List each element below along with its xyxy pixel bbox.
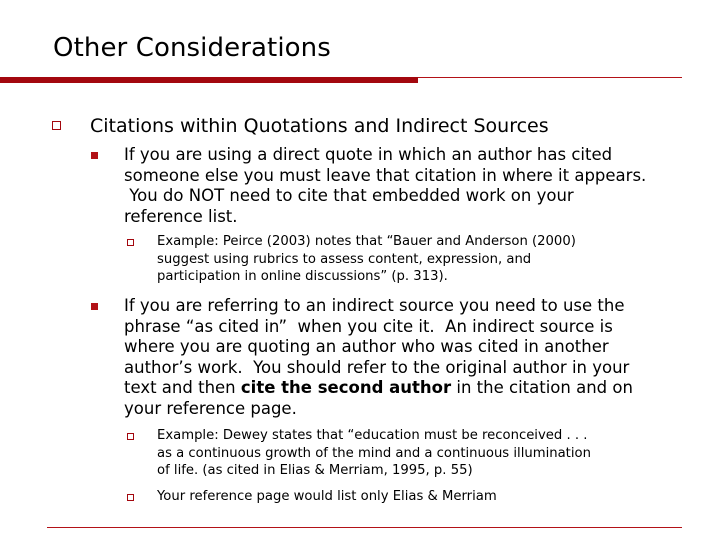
bullet-indirect-source-line: phrase “as cited in” when you cite it. An indirect source is — [124, 316, 613, 336]
example-dewey-line: as a continuous growth of the mind and a continuous illumination — [157, 445, 591, 461]
slide-title: Other Considerations — [53, 33, 331, 63]
hollow-square-bullet-icon — [127, 239, 134, 246]
bullet-direct-quote-line: If you are using a direct quote in which an author has cited — [124, 145, 613, 164]
example-reference-page: Your reference page would list only Elias & Merriam — [157, 489, 497, 504]
filled-square-bullet-icon — [91, 152, 98, 159]
hollow-square-bullet-icon — [127, 433, 134, 440]
example-peirce-line: participation in online discussions” (p. 313). — [157, 269, 448, 285]
bullet-direct-quote — [124, 145, 680, 227]
filled-square-bullet-icon — [91, 303, 98, 310]
bullet-indirect-source-text: in the citation and on — [451, 378, 633, 397]
bullet-indirect-source-line: If you are referring to an indirect source you need to use the — [124, 296, 625, 315]
footer-rule — [47, 527, 682, 528]
bullet-direct-quote-line: You do NOT need to cite that embedded work on your — [124, 186, 574, 205]
example-peirce-line: suggest using rubrics to assess content, expression, and — [157, 251, 532, 267]
bullet-indirect-source-line: your reference page. — [124, 398, 297, 418]
bullet-indirect-source-text: text and then — [124, 378, 241, 397]
level1-heading: Citations within Quotations and Indirect Sources — [90, 115, 549, 137]
emphasis-cite-second-author: cite the second author — [240, 378, 452, 397]
bullet-indirect-source-line — [124, 378, 680, 399]
bullet-direct-quote-line: reference list. — [124, 206, 238, 226]
example-dewey-line: of life. (as cited in Elias & Merriam, 1995, p. 55) — [157, 463, 473, 479]
bullet-indirect-source-line: author’s work. You should refer to the original author in your — [124, 357, 630, 377]
example-peirce-line: Example: Peirce (2003) notes that “Bauer and Anderson (2000) — [157, 234, 576, 249]
example-dewey-line: Example: Dewey states that “education must be reconceived . . . — [157, 428, 588, 443]
bullet-direct-quote-line: someone else you must leave that citation in where it appears. — [124, 165, 647, 185]
hollow-square-bullet-icon — [127, 494, 134, 501]
bullet-indirect-source — [124, 296, 680, 419]
example-dewey — [157, 427, 687, 480]
example-peirce — [157, 233, 687, 286]
hollow-square-bullet-icon — [52, 121, 61, 130]
bullet-indirect-source-line: where you are quoting an author who was cited in another — [124, 337, 609, 356]
